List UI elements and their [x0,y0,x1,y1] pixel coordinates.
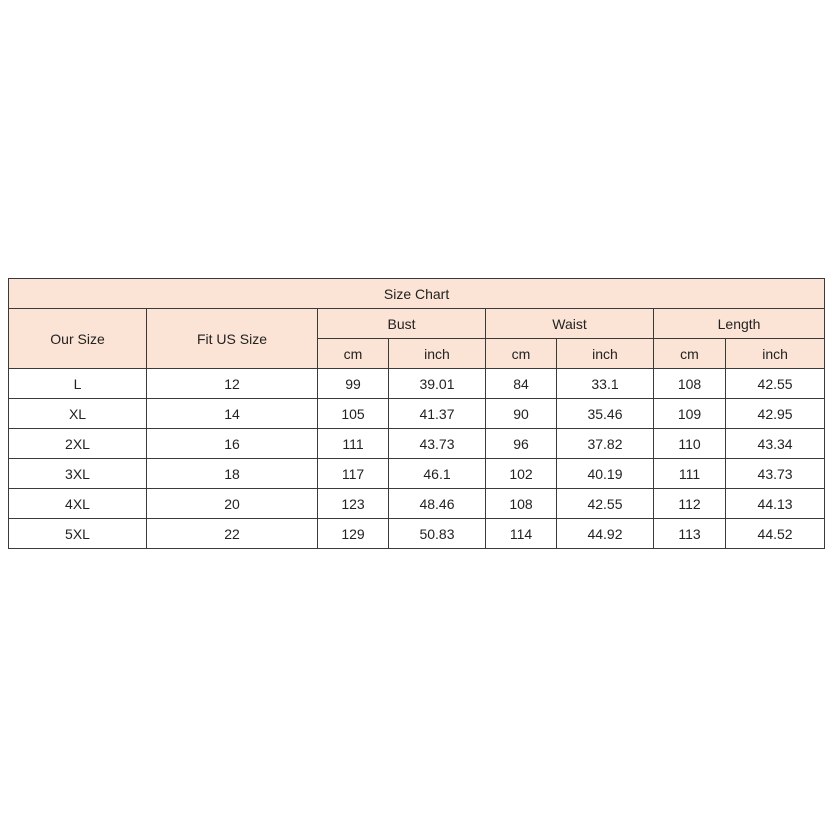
table-row [9,399,825,429]
cell-length-inch: 43.34 [726,429,825,459]
title-row [9,279,825,309]
header-bust-cm: cm [318,339,389,369]
cell-waist-cm: 102 [486,459,557,489]
cell-bust-inch: 43.73 [389,429,486,459]
header-fit-us-size: Fit US Size [147,309,318,369]
cell-waist-inch: 35.46 [557,399,654,429]
cell-fit-us-size: 12 [147,369,318,399]
cell-fit-us-size: 22 [147,519,318,549]
cell-length-inch: 44.52 [726,519,825,549]
cell-bust-cm: 105 [318,399,389,429]
cell-length-cm: 108 [654,369,726,399]
cell-length-cm: 112 [654,489,726,519]
cell-waist-cm: 114 [486,519,557,549]
header-waist: Waist [486,309,654,339]
header-our-size: Our Size [9,309,147,369]
cell-length-cm: 111 [654,459,726,489]
table-row [9,459,825,489]
cell-fit-us-size: 14 [147,399,318,429]
cell-our-size: 5XL [9,519,147,549]
cell-length-cm: 110 [654,429,726,459]
table-row [9,519,825,549]
cell-waist-cm: 90 [486,399,557,429]
cell-length-cm: 113 [654,519,726,549]
cell-length-inch: 44.13 [726,489,825,519]
cell-length-inch: 42.95 [726,399,825,429]
cell-waist-inch: 42.55 [557,489,654,519]
cell-bust-cm: 117 [318,459,389,489]
cell-length-inch: 42.55 [726,369,825,399]
cell-our-size: 4XL [9,489,147,519]
cell-fit-us-size: 20 [147,489,318,519]
cell-bust-inch: 46.1 [389,459,486,489]
table-row [9,429,825,459]
header-waist-inch: inch [557,339,654,369]
cell-bust-inch: 50.83 [389,519,486,549]
cell-waist-inch: 44.92 [557,519,654,549]
size-chart-table [8,278,825,549]
cell-our-size: 2XL [9,429,147,459]
cell-bust-cm: 129 [318,519,389,549]
size-chart-body [9,279,825,549]
cell-length-cm: 109 [654,399,726,429]
cell-bust-inch: 39.01 [389,369,486,399]
size-chart-title: Size Chart [9,279,825,309]
cell-bust-cm: 99 [318,369,389,399]
cell-waist-inch: 40.19 [557,459,654,489]
cell-our-size: XL [9,399,147,429]
cell-our-size: L [9,369,147,399]
cell-waist-inch: 37.82 [557,429,654,459]
cell-bust-inch: 41.37 [389,399,486,429]
cell-waist-inch: 33.1 [557,369,654,399]
header-length-cm: cm [654,339,726,369]
table-row [9,489,825,519]
header-length-inch: inch [726,339,825,369]
cell-fit-us-size: 16 [147,429,318,459]
header-bust-inch: inch [389,339,486,369]
cell-our-size: 3XL [9,459,147,489]
cell-waist-cm: 96 [486,429,557,459]
cell-fit-us-size: 18 [147,459,318,489]
cell-bust-cm: 111 [318,429,389,459]
cell-bust-cm: 123 [318,489,389,519]
header-waist-cm: cm [486,339,557,369]
table-row [9,369,825,399]
cell-bust-inch: 48.46 [389,489,486,519]
cell-length-inch: 43.73 [726,459,825,489]
header-length: Length [654,309,825,339]
group-header-row [9,309,825,339]
header-bust: Bust [318,309,486,339]
cell-waist-cm: 108 [486,489,557,519]
cell-waist-cm: 84 [486,369,557,399]
